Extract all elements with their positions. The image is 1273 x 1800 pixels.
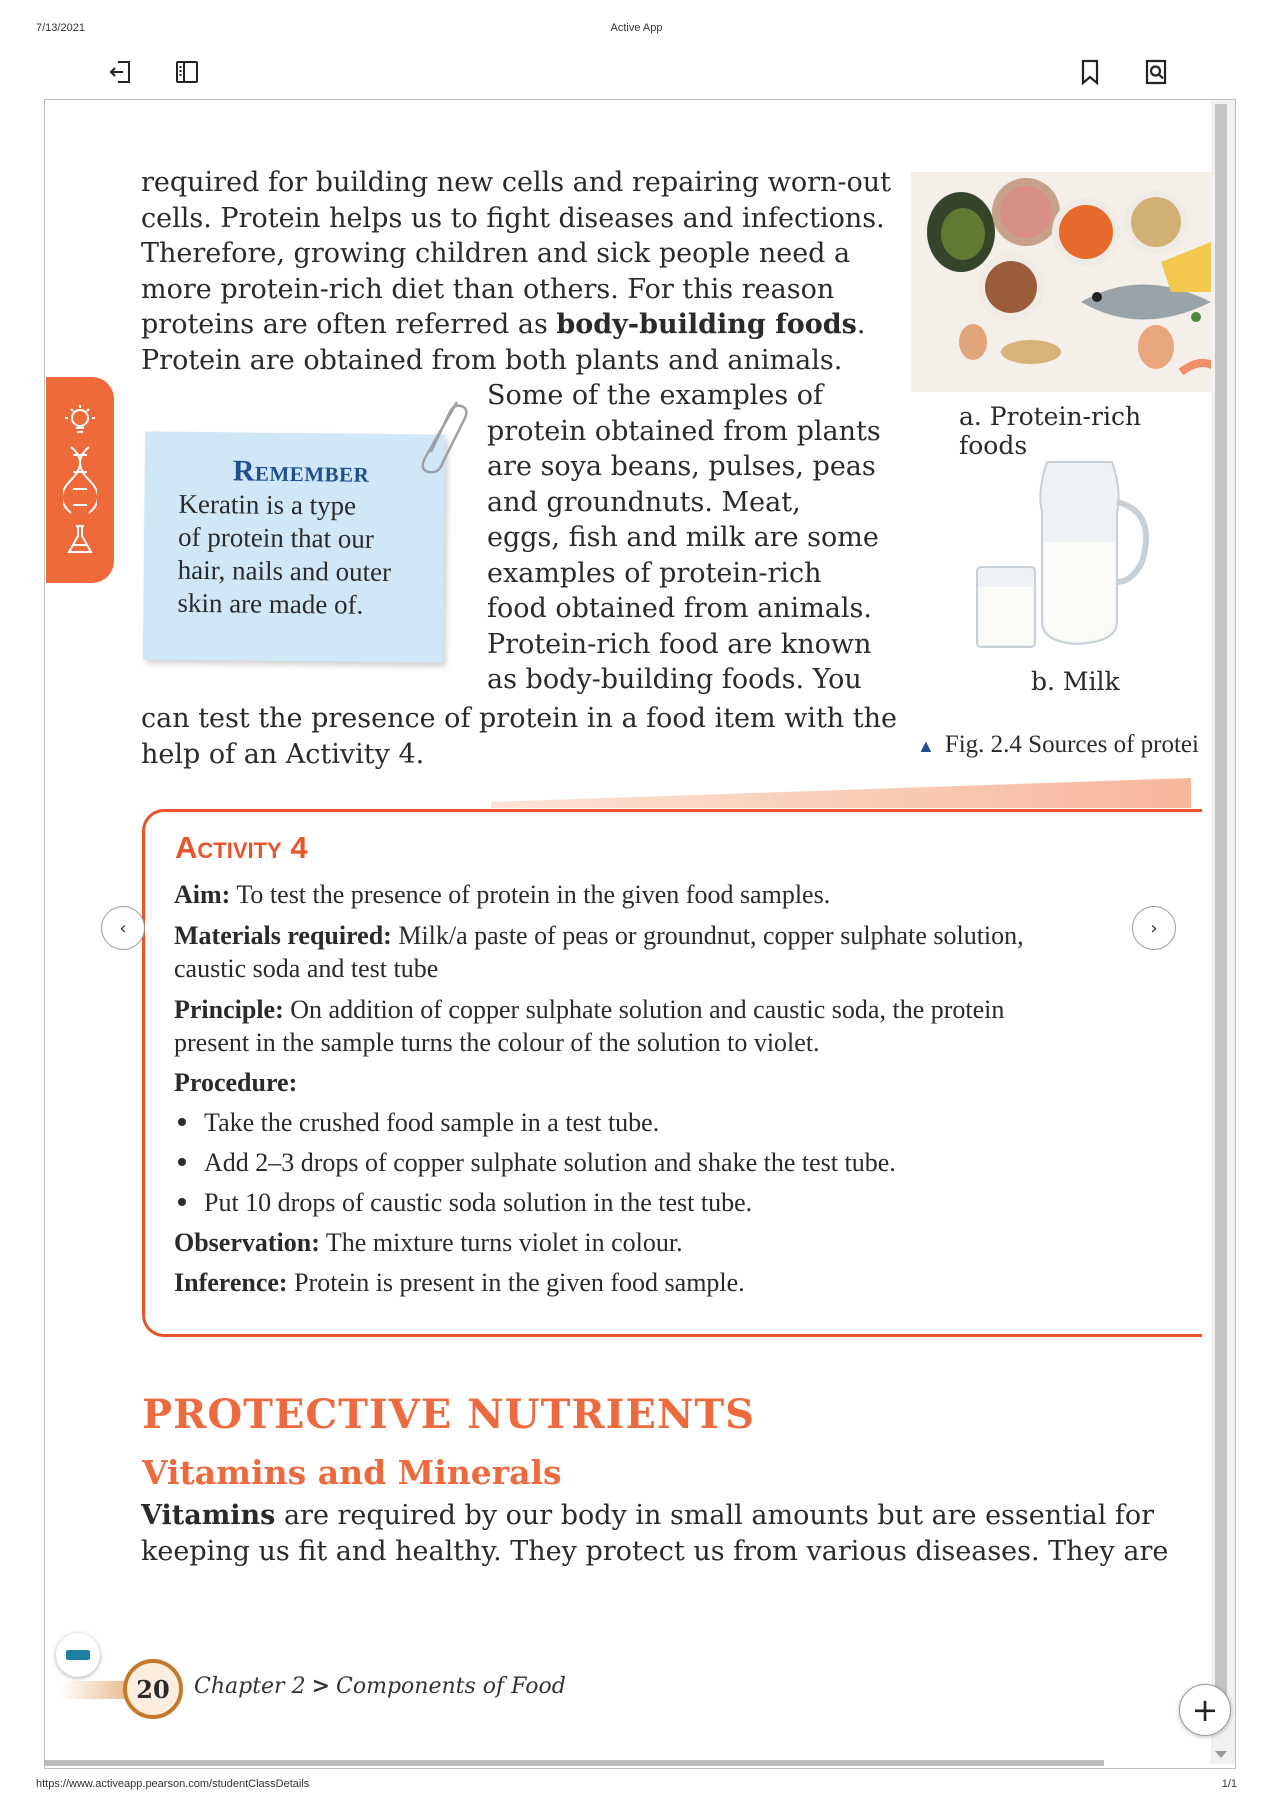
outro-line: can test the presence of protein in a food item with the xyxy=(141,703,897,734)
vertical-scrollbar[interactable] xyxy=(1211,100,1235,1764)
procedure-step-text: Put 10 drops of caustic soda solution in the test tube. xyxy=(204,1188,753,1217)
column-line: eggs, fish and milk are some xyxy=(487,522,879,553)
triangle-icon: ▲ xyxy=(917,736,935,756)
activity-observation xyxy=(174,1226,683,1260)
observation-label: Observation: xyxy=(174,1228,320,1257)
column-line: are soya beans, pulses, peas xyxy=(487,451,876,482)
keyword-vitamins: Vitamins xyxy=(141,1500,276,1531)
activity-aim xyxy=(174,878,830,912)
chevron-right-icon: > xyxy=(311,1673,331,1699)
intro-line: more protein-rich diet than others. For this reason xyxy=(141,273,835,305)
bulb-icon xyxy=(63,403,97,437)
remember-line: Keratin is a type xyxy=(178,488,357,521)
activity-title: Activity 4 xyxy=(175,830,308,865)
activity-box xyxy=(142,809,1202,1337)
intro-line: required for building new cells and repairing worn-out xyxy=(141,167,892,198)
column-line: examples of protein-rich xyxy=(487,557,822,589)
intro-line xyxy=(141,307,891,343)
inference-text: Protein is present in the given food sample. xyxy=(287,1268,745,1297)
activity-materials-cont: caustic soda and test tube xyxy=(174,954,439,983)
observation-text: The mixture turns violet in colour. xyxy=(319,1228,683,1257)
textbook-page xyxy=(45,100,1215,1769)
milk-photo xyxy=(967,452,1157,652)
subject-side-tab[interactable] xyxy=(46,377,114,583)
horizontal-scrollbar[interactable] xyxy=(44,1760,1104,1766)
intro-text: proteins are often referred as xyxy=(141,309,557,340)
paperclip-icon xyxy=(411,396,471,480)
bullet-icon xyxy=(178,1158,186,1166)
subsection-title: Vitamins and Minerals xyxy=(142,1453,562,1492)
figure-title xyxy=(917,731,1199,759)
materials-label: Materials required: xyxy=(174,921,392,950)
scroll-thumb[interactable] xyxy=(1215,104,1227,1724)
caption-milk: b. Milk xyxy=(1031,667,1120,696)
chapter-footer xyxy=(194,1673,566,1699)
outro-paragraph xyxy=(141,701,897,772)
column-line: Some of the examples of xyxy=(487,380,824,411)
bullet-icon xyxy=(178,1118,186,1126)
remember-title: Remember xyxy=(232,454,370,489)
vitamins-line xyxy=(141,1498,1168,1534)
print-url: https://www.activeapp.pearson.com/studentClassDetails xyxy=(36,1778,310,1790)
intro-line: Protein are obtained from both plants and animals. xyxy=(141,344,843,376)
print-title: Active App xyxy=(610,22,663,34)
column-line: and groundnuts. Meat, xyxy=(487,486,801,518)
widget-button[interactable] xyxy=(56,1633,100,1677)
procedure-step-text: Add 2–3 drops of copper sulphate solution and shake the test tube. xyxy=(204,1148,896,1177)
column-line: protein obtained from plants xyxy=(487,415,881,447)
flask-icon xyxy=(63,523,97,557)
activity-inference xyxy=(174,1266,745,1300)
intro-paragraph xyxy=(141,165,891,378)
page-number-badge: 20 xyxy=(123,1659,183,1719)
chapter-title: Components of Food xyxy=(336,1674,566,1699)
intro-text: . xyxy=(856,309,866,340)
footer-decoration xyxy=(61,1681,131,1699)
next-page-button[interactable]: › xyxy=(1132,906,1176,950)
procedure-step xyxy=(178,1186,752,1220)
activity-principle-cont: present in the sample turns the colour of the solution to violet. xyxy=(174,1028,820,1057)
scroll-down-icon[interactable] xyxy=(1215,1751,1227,1758)
minimize-icon xyxy=(66,1650,90,1660)
vitamins-line: keeping us fit and healthy. They protect us from various diseases. They are xyxy=(141,1535,1169,1567)
remember-line: of protein that our xyxy=(177,521,374,554)
column-line: Protein-rich food are known xyxy=(487,628,872,660)
intro-line: cells. Protein helps us to fight diseases and infections. xyxy=(141,202,885,234)
column-paragraph xyxy=(487,378,881,698)
keyword-body-building: body-building foods xyxy=(556,309,857,340)
inference-label: Inference: xyxy=(174,1268,288,1297)
activity-principle xyxy=(174,993,1004,1027)
print-date: 7/13/2021 xyxy=(36,22,85,34)
remember-text xyxy=(177,488,428,623)
previous-page-button[interactable]: ‹ xyxy=(101,906,145,950)
procedure-step xyxy=(178,1146,896,1180)
aim-text: To test the presence of protein in the given food samples. xyxy=(230,880,831,909)
outro-line: help of an Activity 4. xyxy=(141,738,425,770)
vitamins-paragraph xyxy=(141,1498,1168,1569)
dna-icon xyxy=(63,445,97,515)
search-page-icon[interactable] xyxy=(1141,57,1171,87)
chapter-label: Chapter 2 xyxy=(194,1674,306,1699)
remember-line: hair, nails and outer xyxy=(177,554,392,588)
remember-line: skin are made of. xyxy=(177,587,364,620)
activity-materials xyxy=(174,919,1024,953)
materials-text: Milk/a paste of peas or groundnut, copper sulphate solution, xyxy=(391,921,1024,950)
column-line: food obtained from animals. xyxy=(487,593,872,624)
principle-label: Principle: xyxy=(174,995,284,1024)
procedure-step-text: Take the crushed food sample in a test tube. xyxy=(204,1108,660,1137)
add-button[interactable]: + xyxy=(1179,1684,1231,1736)
exit-icon[interactable] xyxy=(106,57,136,87)
section-title: PROTECTIVE NUTRIENTS xyxy=(142,1391,756,1438)
bookmark-icon[interactable] xyxy=(1075,57,1105,87)
remember-note xyxy=(143,431,445,662)
column-line: as body-building foods. You xyxy=(487,664,862,695)
vitamins-text: are required by our body in small amounts but are essential for xyxy=(275,1500,1155,1531)
protein-foods-photo xyxy=(911,172,1215,392)
procedure-label: Procedure: xyxy=(174,1068,298,1097)
activity-band xyxy=(491,778,1191,808)
caption-protein-foods: a. Protein-rich foods xyxy=(959,402,1142,460)
aim-label: Aim: xyxy=(174,880,231,909)
principle-text: On addition of copper sulphate solution and caustic soda, the protein xyxy=(283,995,1005,1024)
document-viewer[interactable] xyxy=(44,99,1236,1769)
activity-procedure-label xyxy=(174,1066,297,1100)
procedure-step xyxy=(178,1106,659,1140)
bullet-icon xyxy=(178,1198,186,1206)
print-page-count: 1/1 xyxy=(1221,1778,1237,1790)
intro-line: Therefore, growing children and sick people need a xyxy=(141,238,851,269)
sidebar-icon[interactable] xyxy=(172,57,202,87)
figure-title-text: Fig. 2.4 Sources of protei xyxy=(944,731,1199,758)
